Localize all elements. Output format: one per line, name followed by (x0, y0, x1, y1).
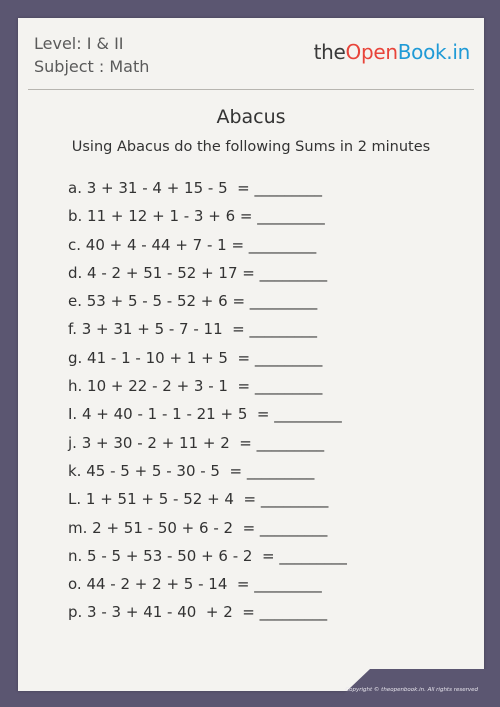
problem-item: c. 40 + 4 - 44 + 7 - 1 = _________ (68, 235, 317, 254)
problem-item: k. 45 - 5 + 5 - 30 - 5 = _________ (68, 461, 315, 480)
copyright-text: Copyright © theopenbook.in. All rights reserved (345, 687, 478, 693)
problem-item: h. 10 + 22 - 2 + 3 - 1 = _________ (68, 377, 323, 396)
problem-item: L. 1 + 51 + 5 - 52 + 4 = _________ (68, 490, 329, 509)
brand-logo-part-book: Book.in (397, 40, 470, 64)
worksheet-page (18, 18, 484, 691)
problem-item: n. 5 - 5 + 53 - 50 + 6 - 2 = _________ (68, 546, 347, 565)
problem-item: e. 53 + 5 - 5 - 52 + 6 = _________ (68, 292, 318, 311)
problem-item: j. 3 + 30 - 2 + 11 + 2 = _________ (68, 433, 325, 452)
problem-item: g. 41 - 1 - 10 + 1 + 5 = _________ (68, 348, 323, 367)
worksheet-title: Abacus (216, 106, 286, 128)
brand-logo-part-open: Open (345, 40, 398, 64)
worksheet-instructions: Using Abacus do the following Sums in 2 minutes (71, 139, 431, 155)
subject-label: Subject : Math (34, 57, 150, 76)
problem-item: f. 3 + 31 + 5 - 7 - 11 = _________ (68, 320, 318, 339)
problem-item: o. 44 - 2 + 2 + 5 - 14 = _________ (68, 575, 322, 594)
brand-logo-part-the: the (313, 40, 346, 64)
problem-item: a. 3 + 31 - 4 + 15 - 5 = _________ (68, 179, 323, 197)
header-divider (28, 89, 474, 90)
problem-item: I. 4 + 40 - 1 - 1 - 21 + 5 = _________ (68, 405, 342, 424)
problem-list (68, 174, 347, 627)
brand-logo (314, 40, 470, 64)
level-label: Level: I & II (34, 34, 124, 53)
problem-item: b. 11 + 12 + 1 - 3 + 6 = _________ (68, 207, 325, 226)
problem-item: m. 2 + 51 - 50 + 6 - 2 = _________ (68, 518, 328, 537)
problem-item: p. 3 - 3 + 41 - 40 + 2 = _________ (68, 603, 328, 622)
problem-item: d. 4 - 2 + 51 - 52 + 17 = _________ (68, 263, 328, 282)
